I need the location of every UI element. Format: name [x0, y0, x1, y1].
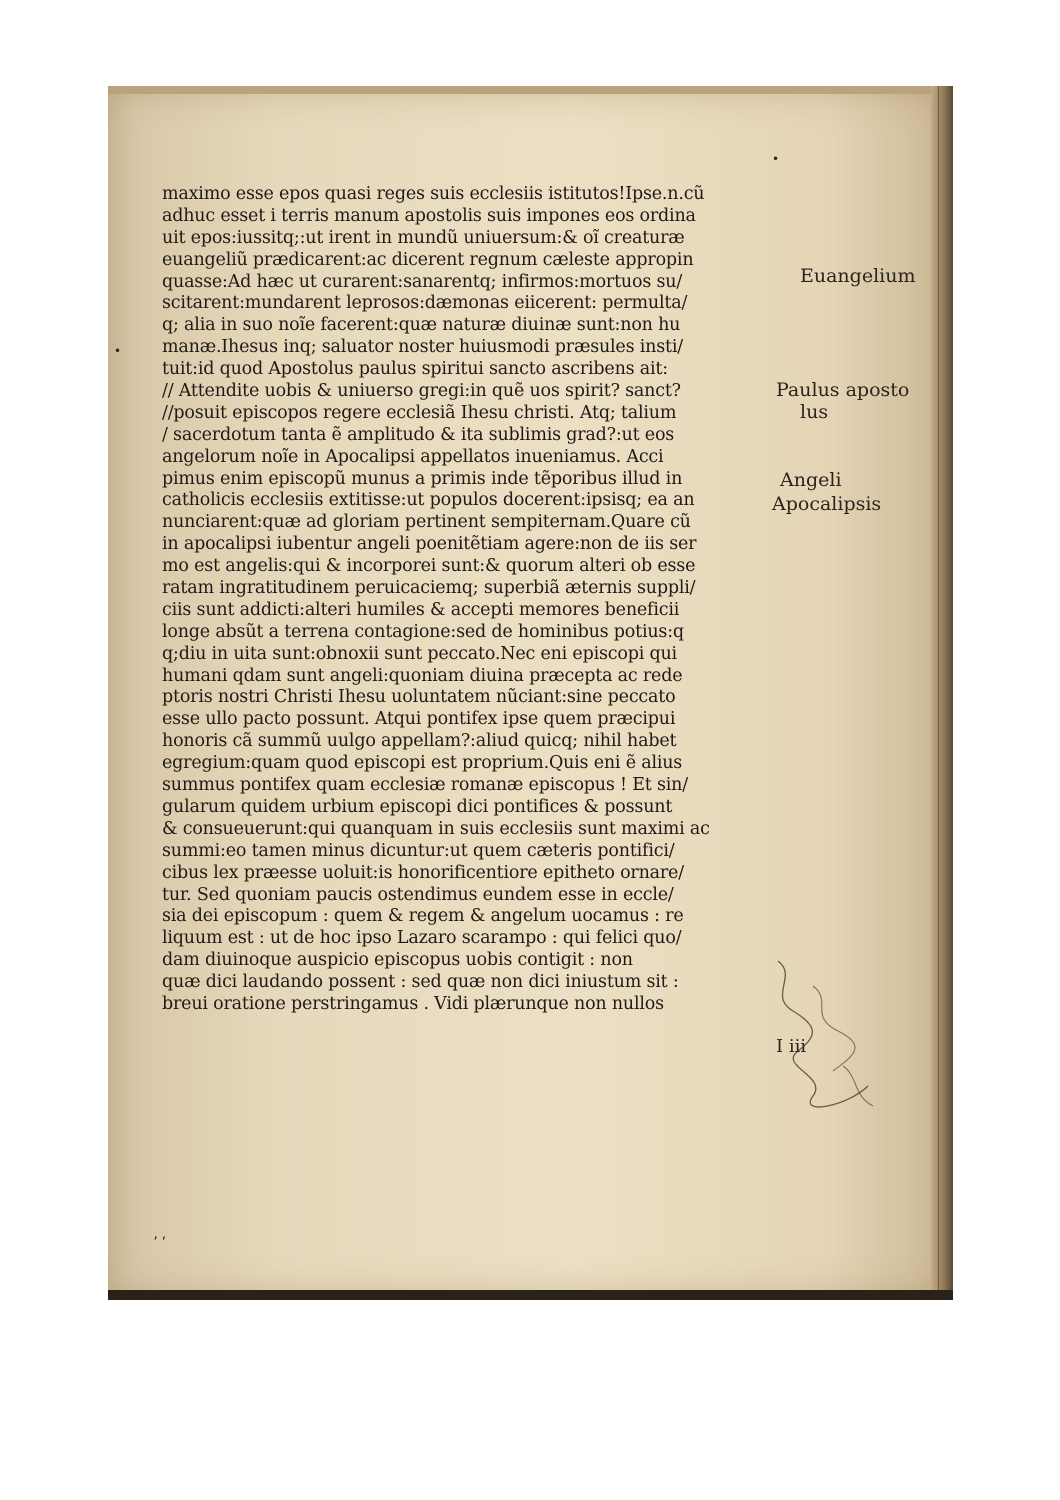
text-line: tur. Sed quoniam paucis ostendimus eundem esse in eccle/ — [162, 884, 674, 905]
text-line: adhuc esset i terris manum apostolis suis impones eos ordina — [162, 205, 696, 226]
text-line: q;diu in uita sunt:obnoxii sunt peccato.Nec eni episcopi qui — [162, 643, 677, 664]
marginal-note-euangelium: Euangelium — [800, 265, 916, 287]
text-line: quasse:Ad hæc ut curarent:sanarentq; infirmos:mortuos su/ — [162, 271, 683, 292]
text-line: mo est angelis:qui & incorporei sunt:& quorum alteri ob esse — [162, 556, 696, 577]
text-line: uit epos:iussitq;:ut irent in mundũ uniuersum:& oĩ creaturæ — [162, 227, 685, 248]
text-line: cibus lex præesse uoluit:is honorificentiore epitheto ornare/ — [162, 862, 684, 883]
text-line: dam diuinoque auspicio episcopus uobis contigit : non — [162, 950, 633, 971]
text-line: quæ dici laudando possent : sed quæ non dici iniustum sit : — [162, 972, 679, 993]
page-scan — [108, 86, 953, 1300]
book-binding-edge — [931, 86, 953, 1300]
marginal-note-angeli-line2: Apocalipsis — [772, 493, 882, 515]
text-line: manæ.Ihesus inq; saluator noster huiusmodi præsules insti/ — [162, 337, 683, 358]
text-line: longe absũt a terrena contagione:sed de hominibus potius:q — [162, 621, 684, 642]
text-line: ciis sunt addicti:alteri humiles & accepti memores beneficii — [162, 599, 680, 620]
text-line: angelorum noĩe in Apocalipsi appellatos inueniamus. Acci — [162, 446, 664, 467]
binding-fold-line — [938, 86, 939, 1300]
page-bottom-edge — [108, 1290, 953, 1300]
text-line: // Attendite uobis & uniuerso gregi:in quẽ uos spirit? sanct? — [162, 381, 681, 402]
marginal-note-angeli-line1: Angeli — [780, 469, 842, 491]
text-line: tuit:id quod Apostolus paulus spiritui sancto ascribens ait: — [162, 359, 668, 380]
text-line: sia dei episcopum : quem & regem & angelum uocamus : re — [162, 906, 684, 927]
text-line: euangeliũ prædicarent:ac dicerent regnum cæleste appropin — [162, 249, 694, 270]
ink-dot: • — [772, 152, 780, 166]
text-line: maximo esse epos quasi reges suis ecclesiis istitutos!Ipse.n.cũ — [162, 184, 705, 204]
text-line: liquum est : ut de hoc ipso Lazaro scarampo : qui felici quo/ — [162, 928, 682, 949]
text-line: egregium:quam quod episcopi est proprium.Quis eni ẽ alius — [162, 753, 683, 774]
text-line: honoris cã summũ uulgo appellam?:aliud quicq; nihil habet — [162, 731, 677, 752]
marginal-note-paulus-line1: Paulus aposto — [776, 379, 910, 401]
ink-marks: ⸴ ⸴ — [154, 1228, 166, 1244]
text-line: pimus enim episcopũ munus a primis inde tẽporibus illud in — [162, 468, 683, 489]
text-line: humani qdam sunt angeli:quoniam diuina præcepta ac rede — [162, 665, 683, 686]
body-text-block — [162, 184, 777, 1016]
text-line: breui oratione perstringamus . Vidi plærunque non nullos — [162, 993, 664, 1014]
text-line: summus pontifex quam ecclesiæ romanæ episcopus ! Et sin/ — [162, 775, 688, 796]
text-line: nunciarent:quæ ad gloriam pertinent sempiternam.Quare cũ — [162, 512, 691, 533]
handwritten-scrawl — [758, 956, 888, 1116]
text-line: scitarent:mundarent leprosos:dæmonas eiicerent: permulta/ — [162, 293, 688, 314]
ink-dot: • — [114, 344, 122, 358]
text-line: ptoris nostri Christi Ihesu uoluntatem nũciant:sine peccato — [162, 687, 676, 708]
text-line: //posuit episcopos regere ecclesiã Ihesu christi. Atq; talium — [162, 402, 677, 423]
text-line: catholicis ecclesiis extitisse:ut populos docerent:ipsisq; ea an — [162, 490, 695, 511]
text-line: esse ullo pacto possunt. Atqui pontifex ipse quem præcipui — [162, 709, 676, 730]
text-line: summi:eo tamen minus dicuntur:ut quem cæteris pontifici/ — [162, 840, 675, 861]
page-top-edge — [108, 86, 953, 94]
marginal-note-paulus-line2: lus — [800, 401, 829, 423]
text-line: ratam ingratitudinem peruicaciemq; superbiã æternis suppli/ — [162, 578, 696, 599]
text-line: / sacerdotum tanta ẽ amplitudo & ita sublimis grad?:ut eos — [162, 424, 675, 445]
signature-mark: I iii — [776, 1036, 807, 1057]
text-line: q; alia in suo noĩe facerent:quæ naturæ diuinæ sunt:non hu — [162, 315, 681, 336]
text-line: in apocalipsi iubentur angeli poenitẽtiam agere:non de iis ser — [162, 534, 697, 555]
text-line: gularum quidem urbium episcopi dici pontifices & possunt — [162, 796, 673, 817]
text-line: & consueuerunt:qui quanquam in suis ecclesiis sunt maximi ac — [162, 818, 710, 839]
